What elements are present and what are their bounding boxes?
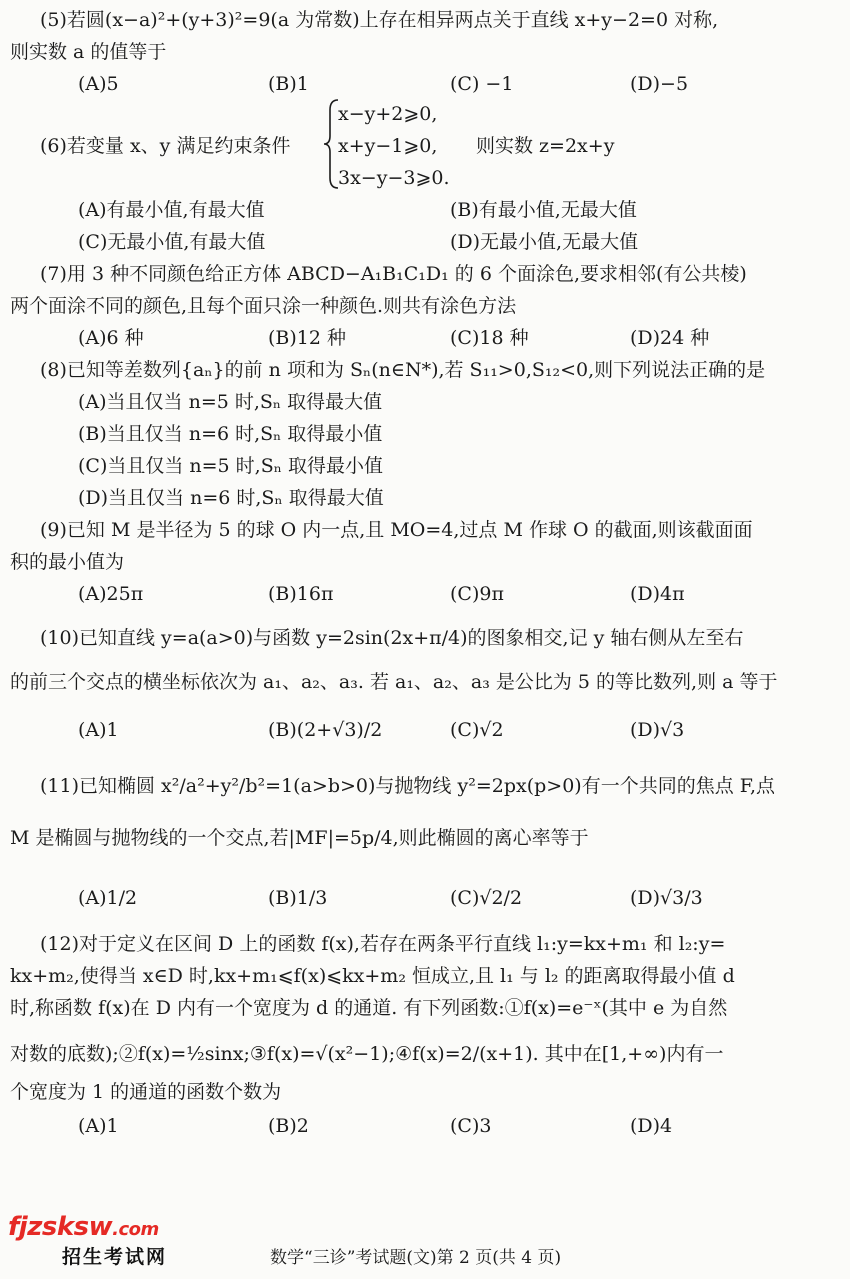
q7-line2: 两个面涂不同的颜色,且每个面只涂一种颜色.则共有涂色方法 <box>10 295 517 317</box>
q11-option-d: (D)√3/3 <box>630 887 703 909</box>
q9-line1: (9)已知 M 是半径为 5 的球 O 内一点,且 MO=4,过点 M 作球 O 的截面,则该截面面 <box>40 519 753 541</box>
q8-line1: (8)已知等差数列{aₙ}的前 n 项和为 Sₙ(n∈N*),若 S₁₁>0,S₁₂<0,则下列说法正确的是 <box>40 359 766 381</box>
q6-lead: (6)若变量 x、y 满足约束条件 <box>40 135 291 157</box>
site-logo-subtitle: 招生考试网 <box>62 1246 168 1268</box>
q11-option-a: (A)1/2 <box>78 887 138 909</box>
q7-option-a: (A)6 种 <box>78 327 144 349</box>
q5-option-b: (B)1 <box>268 73 309 95</box>
q12-line3: 时,称函数 f(x)在 D 内有一个宽度为 d 的通道. 有下列函数:①f(x)=e⁻ˣ(其中 e 为自然 <box>10 997 728 1019</box>
q5-line1: (5)若圆(x−a)²+(y+3)²=9(a 为常数)上存在相异两点关于直线 x+y−2=0 对称, <box>40 9 719 31</box>
q10-line1: (10)已知直线 y=a(a>0)与函数 y=2sin(2x+π/4)的图象相交,记 y 轴右侧从左至右 <box>40 627 744 649</box>
q12-option-a: (A)1 <box>78 1115 119 1137</box>
q11-option-c: (C)√2/2 <box>450 887 523 909</box>
q12-line2: kx+m₂,使得当 x∈D 时,kx+m₁⩽f(x)⩽kx+m₂ 恒成立,且 l₁ 与 l₂ 的距离取得最小值 d <box>10 965 735 987</box>
q12-line5: 个宽度为 1 的通道的函数个数为 <box>10 1081 282 1103</box>
q12-option-b: (B)2 <box>268 1115 309 1137</box>
q6-constraint-3: 3x−y−3⩾0. <box>338 167 450 189</box>
q7-line1: (7)用 3 种不同颜色给正方体 ABCD−A₁B₁C₁D₁ 的 6 个面涂色,要求相邻(有公共棱) <box>40 263 747 285</box>
q8-option-d: (D)当且仅当 n=6 时,Sₙ 取得最大值 <box>78 487 384 509</box>
q6-option-d: (D)无最小值,无最大值 <box>450 231 639 253</box>
q9-option-b: (B)16π <box>268 583 334 605</box>
q10-option-b: (B)(2+√3)/2 <box>268 719 383 741</box>
q10-option-d: (D)√3 <box>630 719 685 741</box>
q9-option-a: (A)25π <box>78 583 144 605</box>
q8-option-c: (C)当且仅当 n=5 时,Sₙ 取得最小值 <box>78 455 384 477</box>
q11-line1: (11)已知椭圆 x²/a²+y²/b²=1(a>b>0)与抛物线 y²=2px(p>0)有一个共同的焦点 F,点 <box>40 775 775 797</box>
q6-option-c: (C)无最小值,有最大值 <box>78 231 266 253</box>
q12-line4: 对数的底数);②f(x)=½sinx;③f(x)=√(x²−1);④f(x)=2/(x+1). 其中在[1,+∞)内有一 <box>10 1043 724 1065</box>
q8-option-b: (B)当且仅当 n=6 时,Sₙ 取得最小值 <box>78 423 383 445</box>
q6-constraint-1: x−y+2⩾0, <box>338 103 438 125</box>
q7-option-d: (D)24 种 <box>630 327 710 349</box>
q11-option-b: (B)1/3 <box>268 887 328 909</box>
q10-option-a: (A)1 <box>78 719 119 741</box>
q6-tail: 则实数 z=2x+y <box>476 135 615 157</box>
page-footer: 数学“三诊”考试题(文)第 2 页(共 4 页) <box>270 1248 562 1268</box>
q8-option-a: (A)当且仅当 n=5 时,Sₙ 取得最大值 <box>78 391 383 413</box>
q9-option-c: (C)9π <box>450 583 504 605</box>
q5-line2: 则实数 a 的值等于 <box>10 41 167 63</box>
q9-line2: 积的最小值为 <box>10 551 125 573</box>
q5-option-d: (D)−5 <box>630 73 689 95</box>
q12-option-c: (C)3 <box>450 1115 492 1137</box>
q6-constraint-2: x+y−1⩾0, <box>338 135 438 157</box>
q7-option-c: (C)18 种 <box>450 327 529 349</box>
q5-option-c: (C) −1 <box>450 73 514 95</box>
q12-line1: (12)对于定义在区间 D 上的函数 f(x),若存在两条平行直线 l₁:y=kx+m₁ 和 l₂:y= <box>40 933 726 955</box>
q9-option-d: (D)4π <box>630 583 685 605</box>
q6-option-b: (B)有最小值,无最大值 <box>450 199 637 221</box>
site-logo-suffix: .com <box>112 1219 159 1240</box>
q12-option-d: (D)4 <box>630 1115 673 1137</box>
q6-option-a: (A)有最小值,有最大值 <box>78 199 265 221</box>
site-logo-main: fjzsksw <box>8 1212 113 1242</box>
q7-option-b: (B)12 种 <box>268 327 347 349</box>
q5-option-a: (A)5 <box>78 73 119 95</box>
q10-option-c: (C)√2 <box>450 719 504 741</box>
q11-line2: M 是椭圆与抛物线的一个交点,若|MF|=5p/4,则此椭圆的离心率等于 <box>10 827 589 849</box>
site-logo <box>8 1212 159 1242</box>
q10-line2: 的前三个交点的横坐标依次为 a₁、a₂、a₃. 若 a₁、a₂、a₃ 是公比为 5 的等比数列,则 a 等于 <box>10 671 778 693</box>
